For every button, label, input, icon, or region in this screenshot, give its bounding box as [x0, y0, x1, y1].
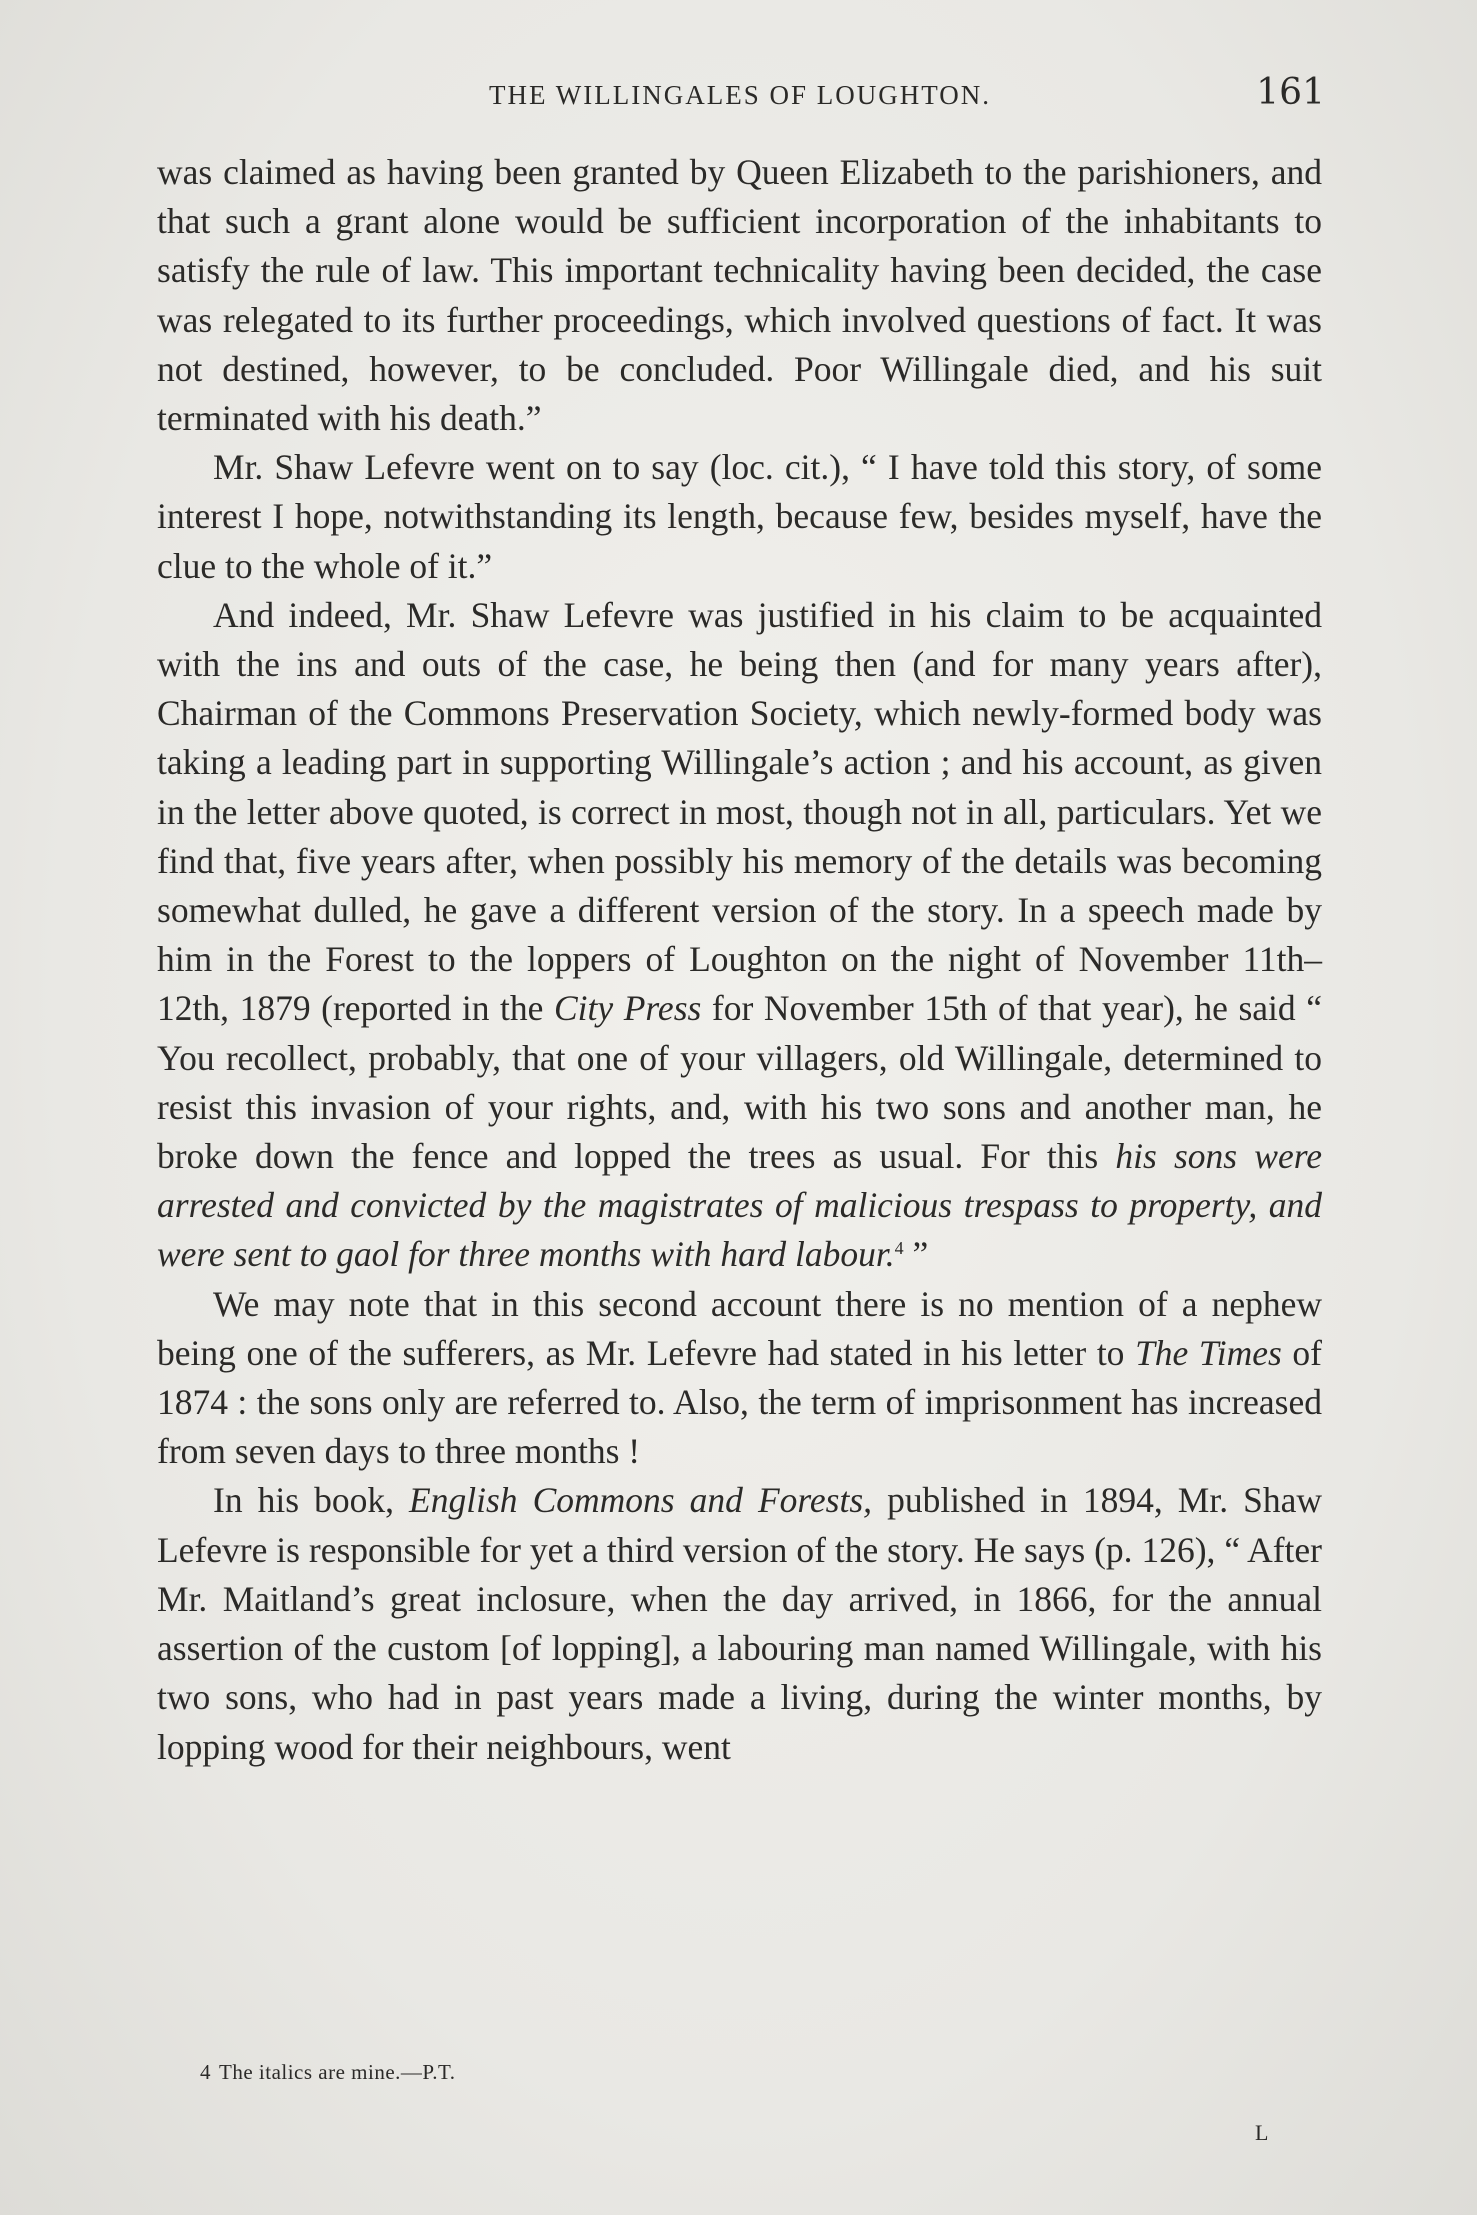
footnote — [200, 2060, 456, 2085]
text-run: published in 1894, Mr. Shaw Lefevre is responsible for yet a third version of the story. He says (p. 126), “ After Mr. Maitland’s great inclosure, when the day arrived, in 1866, for the annual assertion of the custom [of lopping], a labouring man named Willingale, with his two sons, who had in past years made a living, during the winter months, by lopping wood for their neighbours, went — [157, 1480, 1323, 1767]
paragraph — [157, 591, 1322, 1280]
text-run: Mr. Shaw Lefevre went on to say (loc. cit.), “ I have told this story, of some interest I hope, notwithstanding its length, because few, besides myself, have the clue to the whole of it.” — [157, 447, 1322, 586]
paragraph — [157, 148, 1322, 443]
text-run: And indeed, Mr. Shaw Lefevre was justified in his claim to be acquainted with the ins and outs of the case, he being then (and for many years after), Chairman of the Commons Preservation Society, which newly-formed body was taking a leading part in supporting Willingale’s action ; and his account, as given in the letter above quoted, is correct in most, though not in all, particulars. Yet we find that, five years after, when possibly his memory of the details was becoming somewhat dulled, he gave a different version of the story. In a speech made by him in the Forest to the loppers of Loughton on the night of November 11th–12th, 1879 (reported in the — [157, 594, 1322, 1029]
page-number: 161 — [1256, 72, 1325, 113]
running-title: THE WILLINGALES OF LOUGHTON. — [489, 80, 991, 110]
running-head — [155, 72, 1325, 122]
text-run: of 1874 : the sons only are referred to. Also, the term of imprisonment has increased from seven days to three months ! — [157, 1332, 1322, 1472]
italic-text: English Commons and Forests, — [409, 1480, 873, 1521]
paragraph — [157, 1476, 1322, 1771]
footnote-reference: 4 — [894, 1238, 904, 1259]
text-run: ” — [903, 1234, 929, 1275]
text-run: was claimed as having been granted by Queen Elizabeth to the parishioners, and that such a grant alone would be sufficient incorporation of the inhabitants to satisfy the rule of law. This important technicality having been decided, the case was relegated to its further proceedings, which involved questions of fact. It was not destined, however, to be concluded. Poor Willingale died, and his suit terminated with his death.” — [157, 152, 1322, 439]
text-run: We may note that in this second account there is no mention of a nephew being one of the sufferers, as Mr. Lefevre had stated in his letter to — [157, 1283, 1322, 1373]
text-run: for November 15th of that year), he said “ You recollect, probably, that one of your villagers, old Willingale, determined to resist this invasion of your rights, and, with his two sons and another man, he broke down the fence and lopped the trees as usual. For this — [157, 988, 1322, 1177]
footnote-text: The italics are mine.—P.T. — [219, 2060, 456, 2084]
italic-text: The Times — [1135, 1332, 1282, 1373]
italic-text: his sons were arrested and convicted by the magistrates of malicious trespass to property, and were sent to gaol for three months with hard labour. — [157, 1136, 1322, 1275]
paragraph — [157, 443, 1322, 591]
paragraph — [157, 1280, 1322, 1477]
footnote-mark: 4 — [200, 2060, 211, 2084]
signature-mark: L — [1255, 2120, 1269, 2145]
italic-text: City Press — [554, 988, 702, 1029]
text-run: In his book, — [213, 1480, 410, 1521]
body-text — [157, 148, 1322, 1772]
